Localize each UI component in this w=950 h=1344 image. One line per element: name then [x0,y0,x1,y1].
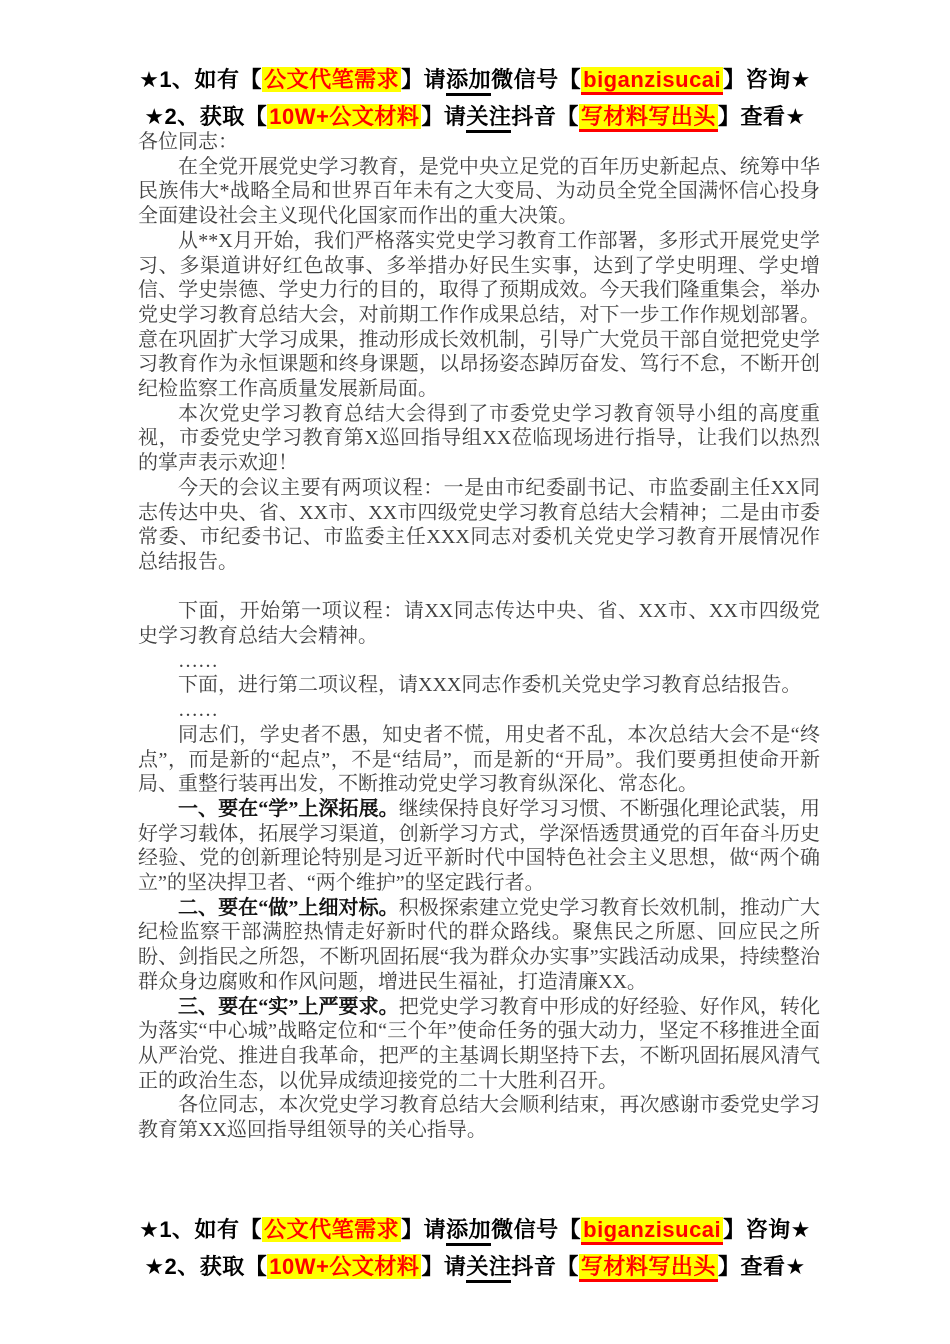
salutation: 各位同志： [138,131,238,153]
service-name-highlight: 公文代笔需求 [264,1217,400,1242]
promo-text: 】查看★ [717,104,806,129]
body-paragraph: 下面，进行第二项议程，请XXX同志作委机关党史学习教育总结报告。 [178,674,802,697]
promo-banner-top [0,61,950,135]
service-name-highlight: 公文代笔需求 [264,67,400,92]
promo-text: 微信号【 [491,67,582,92]
douyin-id: 写材料写出头 [579,104,718,132]
promo-text: 】请 [421,1254,467,1279]
ellipsis-line: …… [178,699,218,722]
follow-action-underline: 关注 [466,1254,511,1283]
section-heading: 一、要在“学”上深拓展。 [178,797,399,820]
wechat-id: biganzisucai [581,67,723,95]
document-body [138,130,820,1143]
promo-text: 】咨询★ [723,1217,811,1242]
promo-line-1 [0,1211,950,1248]
promo-text: 微信号【 [491,1217,582,1242]
promo-text: 抖音【 [511,104,579,129]
add-action-underline: 添加 [446,1217,491,1246]
section-text: 积极探索建立党史学习教育长效机制，推动广大纪检监察干部满腔热情走好新时代的群众路线。聚焦民之所愿、回应民之所盼、剑指民之所怨，不断巩固拓展“我为群众办实事”实践活动成果，持续整治群众身边腐败和作风问题，增进民生福祉，打造清廉XX。 [138,896,820,993]
section-heading: 二、要在“做”上细对标。 [178,896,399,919]
promo-text: ★2、获取【 [144,1254,268,1279]
body-paragraph: 下面，开始第一项议程：请XX同志传达中央、省、XX市、XX市四级党史学习教育总结大会精神。 [138,600,820,648]
promo-text: ★1、如有【 [139,67,263,92]
blank-line [138,575,820,600]
ellipsis-line: …… [178,649,218,672]
promo-line-1 [0,61,950,98]
body-paragraph: 在全党开展党史学习教育，是党中央立足党的百年历史新起点、统筹中华民族伟大*战略全局和世界百年未有之大变局、为动员全党全国满怀信心投身全面建设社会主义现代化国家而作出的重大决策。 [138,155,820,228]
section-text: 把党史学习教育中形成的好经验、好作风，转化为落实“中心城”战略定位和“三个年”使命任务的强大动力，坚定不移推进全面从严治党、推进自我革命，把严的主基调长期坚持下去，不断巩固拓展风清气正的政治生态，以优异成绩迎接党的二十大胜利召开。 [138,995,820,1092]
promo-text: 】咨询★ [723,67,811,92]
body-paragraph: 今天的会议主要有两项议程：一是由市纪委副书记、市监委副主任XX同志传达中央、省、XX市、XX市四级党史学习教育总结大会精神；二是由市委常委、市纪委书记、市监委主任XXX同志对委机关党史学习教育开展情况作总结报告。 [138,476,820,573]
promo-text: ★1、如有【 [139,1217,263,1242]
promo-text: 】请 [421,104,467,129]
body-paragraph: 各位同志，本次党史学习教育总结大会顺利结束，再次感谢市委党史学习教育第XX巡回指导组领导的关心指导。 [138,1094,820,1142]
promo-line-2 [0,1248,950,1285]
body-paragraph [138,896,820,995]
body-paragraph: 从**X月开始，我们严格落实党史学习教育工作部署，多形式开展党史学习、多渠道讲好红色故事、多举措办好民生实事，达到了学史明理、学史增信、学史崇德、学史力行的目的，取得了预期成效。今天我们隆重集会，举办党史学习教育总结大会，对前期工作作成果总结，对下一步工作作规划部署。意在巩固扩大学习成果，推动形成长效机制，引导广大党员干部自觉把党史学习教育作为永恒课题和终身课题，以昂扬姿态踔厉奋发、笃行不怠，不断开创纪检监察工作高质量发展新局面。 [138,229,820,401]
body-paragraph: 同志们，学史者不愚，知史者不慌，用史者不乱，本次总结大会不是“终点”，而是新的“起点”，不是“结局”，而是新的“开局”。我们要勇担使命开新局、重整行装再出发，不断推动党史学习教育纵深化、常态化。 [138,723,820,796]
body-paragraph [138,797,820,896]
douyin-id: 写材料写出头 [579,1254,718,1282]
promo-banner-bottom [0,1211,950,1285]
material-name-highlight: 10W+公文材料 [269,1254,420,1279]
material-name-highlight: 10W+公文材料 [269,104,420,129]
promo-text: 抖音【 [511,1254,579,1279]
promo-text: ★2、获取【 [144,104,268,129]
section-heading: 三、要在“实”上严要求。 [178,995,399,1018]
add-action-underline: 添加 [446,67,491,96]
promo-text: 】请 [401,1217,447,1242]
body-paragraph: 本次党史学习教育总结大会得到了市委党史学习教育领导小组的高度重视，市委党史学习教育第X巡回指导组XX莅临现场进行指导，让我们以热烈的掌声表示欢迎！ [138,402,820,475]
follow-action-underline: 关注 [466,104,511,133]
promo-text: 】查看★ [717,1254,806,1279]
promo-text: 】请 [401,67,447,92]
wechat-id: biganzisucai [581,1217,723,1245]
body-paragraph [138,995,820,1094]
section-text: 继续保持良好学习习惯、不断强化理论武装，用好学习载体，拓展学习渠道，创新学习方式，学深悟透贯通党的百年奋斗历史经验、党的创新理论特别是习近平新时代中国特色社会主义思想，做“两个确立”的坚决捍卫者、“两个维护”的坚定践行者。 [138,797,820,895]
